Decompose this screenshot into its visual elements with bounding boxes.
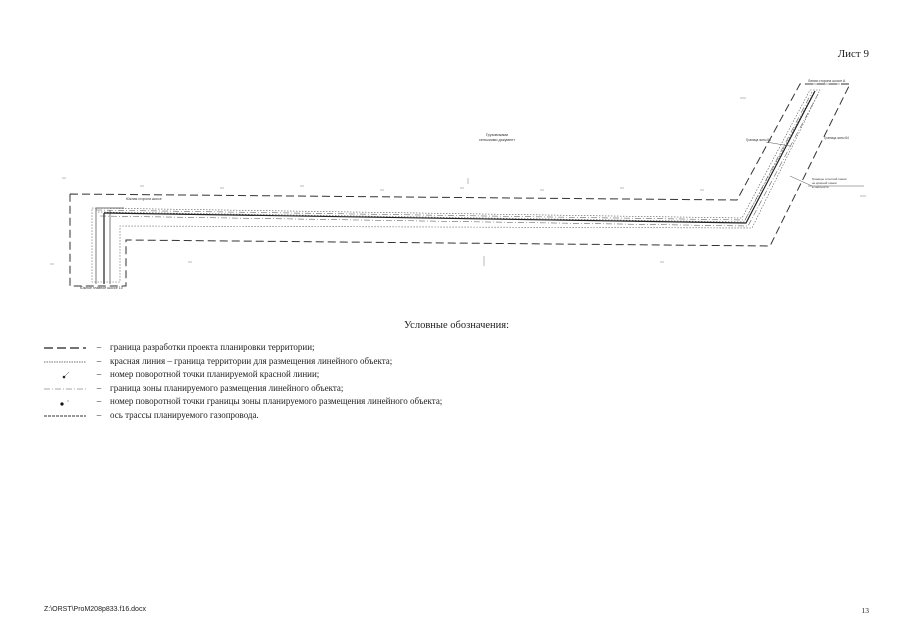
legend-text: красная линия – граница территории для размещения линейного объекта; <box>110 355 393 366</box>
point-dot-symbol <box>44 395 88 409</box>
legend-dash: – <box>96 342 102 352</box>
site-plan-drawing <box>0 0 905 300</box>
legend-item <box>44 355 442 369</box>
dash-dot-line-symbol <box>44 382 88 396</box>
legend-dash: – <box>96 409 102 420</box>
legend-text: номер поворотной точки планируемой красной линии; <box>110 369 320 380</box>
plan-right-note-3: в частности <box>812 185 829 189</box>
plan-left-road-label: Южная сторона шоссе <box>126 197 162 201</box>
legend-text: ось трассы планируемого газопровода. <box>110 409 259 420</box>
plan-right-callout-1: Граница зоны 64 <box>746 138 771 142</box>
point-number-symbol <box>44 368 88 382</box>
left-corridor <box>96 208 124 284</box>
plan-top-label-2: сельскими документ <box>479 138 515 142</box>
legend-title: Условные обозначения: <box>404 320 510 331</box>
sheet-label: Лист 9 <box>837 48 869 60</box>
plan-bottom-left-label: Южное главное шоссе 10 <box>80 286 123 290</box>
plan-right-note-1: Границы отчетной линии <box>812 177 847 181</box>
legend-dash: – <box>96 396 102 407</box>
legend-item <box>44 368 442 382</box>
legend-text: граница зоны планируемого размещения линейного объекта; <box>110 382 344 393</box>
dotted-line-symbol <box>44 355 88 369</box>
legend-item <box>44 409 442 423</box>
project-boundary <box>70 84 850 286</box>
plan-top-label-1: Грузовиками <box>485 133 509 137</box>
gas-axis-symbol <box>44 409 88 423</box>
zone-boundary <box>96 92 818 226</box>
legend-item <box>44 382 442 396</box>
footer-page-number: 13 <box>861 606 869 615</box>
red-line <box>92 90 820 282</box>
legend-dash: – <box>96 382 102 393</box>
dashed-line-symbol <box>44 341 88 355</box>
legend-item <box>44 341 442 355</box>
legend-text: граница разработки проекта планировки территории; <box>110 342 315 352</box>
legend-text: номер поворотной точки границы зоны планируемого размещения линейного объекта; <box>110 396 443 407</box>
plan-right-callout-2: Граница зоны 64 <box>824 136 849 140</box>
legend-dash: – <box>96 355 102 366</box>
plan-right-note-2: не красной линии <box>812 181 837 185</box>
plan-right-top-label: Линия сторона шоссе А <box>808 79 846 83</box>
footer-file-path: Z:\ORST\ProM208p833.f16.docx <box>44 606 146 613</box>
legend <box>44 341 442 423</box>
legend-item <box>44 395 442 409</box>
legend-dash: – <box>96 369 102 380</box>
leader-lines <box>766 84 864 186</box>
gas-pipeline-axis <box>104 91 815 284</box>
